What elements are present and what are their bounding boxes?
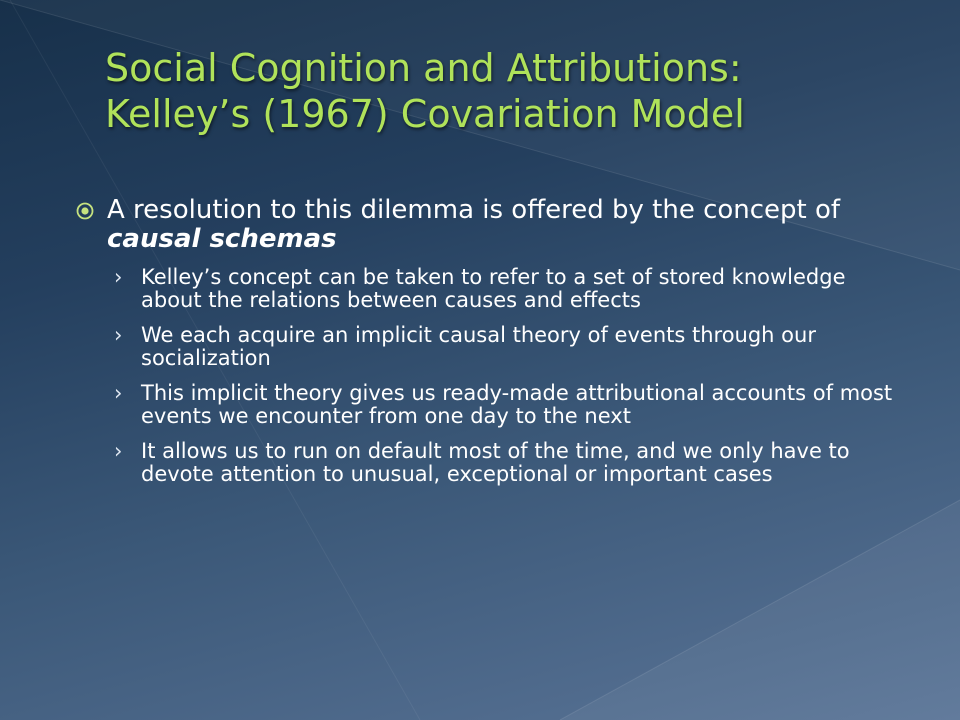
slide-title — [105, 46, 935, 137]
title-line-1: Social Cognition and Attributions: — [105, 46, 742, 90]
sub-bullet — [114, 382, 906, 428]
chevron-right-icon: › — [114, 323, 123, 347]
causal-schemas-emphasis: causal schemas — [107, 224, 337, 254]
sub-bullet — [114, 324, 906, 370]
main-bullet-text — [107, 196, 906, 254]
main-bullet — [76, 196, 906, 254]
main-bullet-text-start: A resolution to this dilemma is offered by the concept of — [107, 195, 841, 225]
sub-bullet — [114, 440, 906, 486]
chevron-right-icon: › — [114, 381, 123, 405]
slide-body — [76, 196, 906, 498]
sub-bullet — [114, 266, 906, 312]
sub-bullet-text: Kelley’s concept can be taken to refer to a set of stored knowledge about the relations between causes and effects — [141, 265, 846, 312]
chevron-right-icon: › — [114, 265, 123, 289]
title-line-2: Kelley’s (1967) Covariation Model — [105, 91, 745, 136]
circle-target-icon — [76, 202, 103, 220]
chevron-right-icon: › — [114, 439, 123, 463]
sub-bullet-list — [76, 266, 906, 486]
sub-bullet-text: This implicit theory gives us ready-made attributional accounts of most events we encounter from one day to the next — [141, 381, 893, 428]
sub-bullet-text: It allows us to run on default most of the time, and we only have to devote attention to unusual, exceptional or important cases — [141, 439, 850, 486]
sub-bullet-text: We each acquire an implicit causal theory of events through our socialization — [141, 323, 816, 370]
